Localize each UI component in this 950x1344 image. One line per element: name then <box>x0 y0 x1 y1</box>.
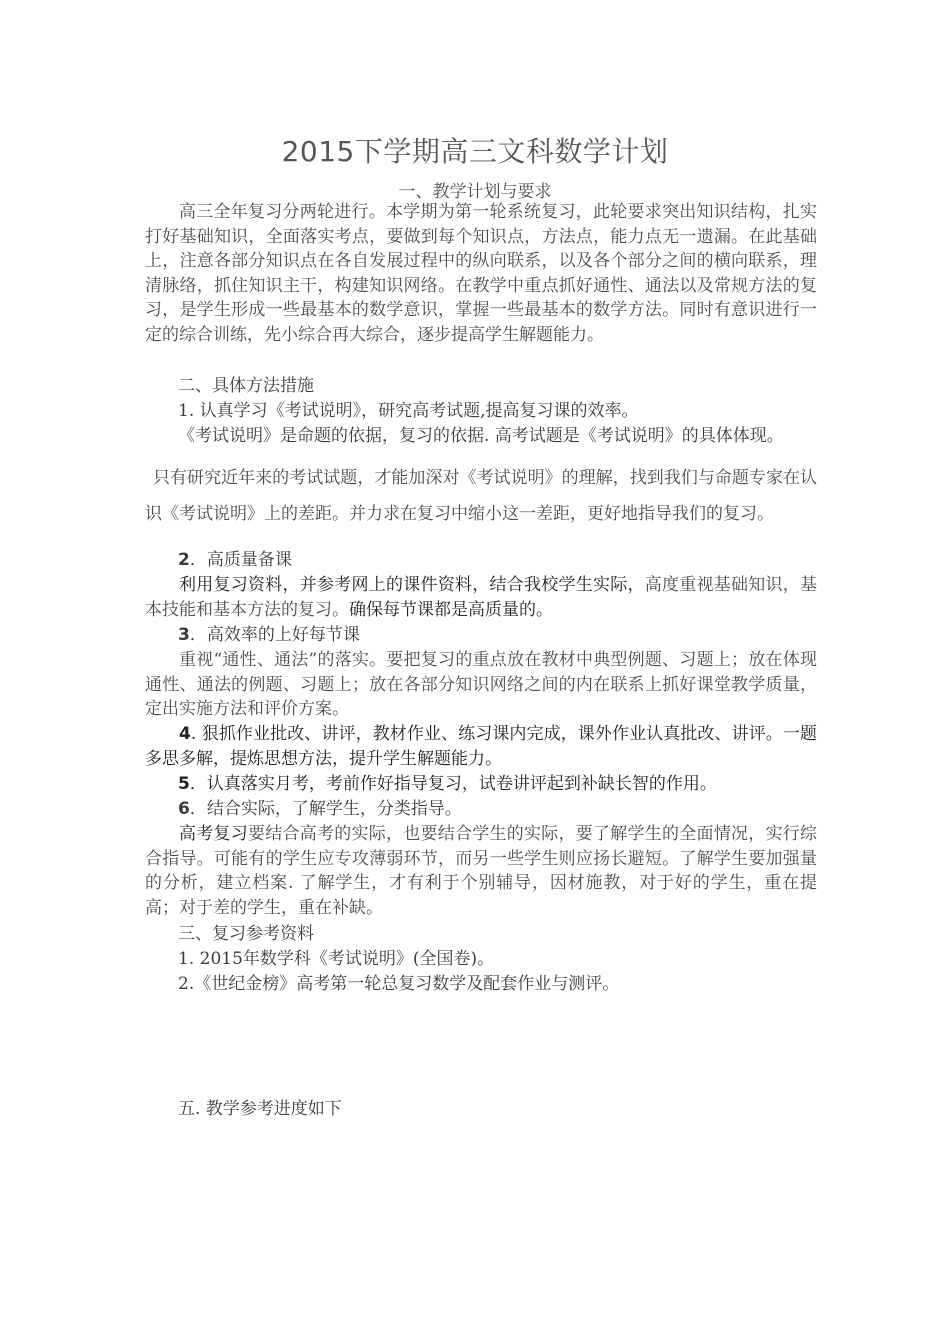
document-title: 2015下学期高三文科数学计划 <box>281 135 669 168</box>
item2-paragraph <box>145 573 817 622</box>
item4-text: . 狠抓作业批改、讲评，教材作业、练习课内完成，课外作业认真批改、讲评。一题多思多解，提炼思想方法，提升学生解题能力。 <box>145 724 817 769</box>
item2-number: 2 <box>178 550 190 570</box>
item6-text: ．结合实际，了解学生，分类指导。 <box>189 799 462 819</box>
reference-1: 1. 2015年数学科《考试说明》(全国卷)。 <box>178 949 495 969</box>
section1-paragraph: 高三全年复习分两轮进行。本学期为第一轮系统复习，此轮要求突出知识结构，扎实打好基础知识，全面落实考点，要做到每个知识点，方法点，能力点无一遗漏。在此基础上，注意各部分知识点在各自发展过程中的纵向联系，以及各个部分之间的横向联系，理清脉络，抓住知识主干，构建知识网络。在教学中重点抓好通性、通法以及常规方法的复习，是学生形成一些最基本的数学意识，掌握一些最基本的数学方法。同时有意识进行一定的综合训练，先小综合再大综合，逐步提高学生解题能力。 <box>145 202 817 345</box>
item6-paragraph <box>145 822 817 920</box>
item3-heading <box>178 623 360 647</box>
section3-heading: 三、复习参考资料 <box>178 924 314 944</box>
item1-paragraph: 只有研究近年来的考试试题，才能加深对《考试说明》的理解，找到我们与命题专家在认识《考试说明》上的差距。并力求在复习中缩小这一差距，更好地指导我们的复习。 <box>145 468 817 524</box>
item5-line <box>178 772 717 796</box>
item6-line <box>178 797 462 821</box>
item1-heading: 1. 认真学习《考试说明》，研究高考试题,提高复习课的效率。 <box>178 401 639 421</box>
item5-text: ．认真落实月考，考前作好指导复习，试卷讲评起到补缺长智的作用。 <box>189 774 717 794</box>
item6-lead: 高考复习 <box>179 824 248 844</box>
item6-number: 6 <box>178 799 190 819</box>
item2-title: ．高质量备课 <box>189 550 292 570</box>
item3-paragraph: 重视“通性、通法”的落实。要把复习的重点放在教材中典型例题、习题上；放在体现通性、通法的例题、习题上；放在各部分知识网络之间的内在联系上抓好课堂教学质量，定出实施方法和评价方案。 <box>145 650 817 720</box>
item2-text-c: 确保每节课都是高质量的。 <box>349 599 553 620</box>
reference-2: 2.《世纪金榜》高考第一轮总复习数学及配套作业与测评。 <box>178 974 620 994</box>
item2-text-a: 利用复习资料，并参考网上的课件资料，结合我校学生实际， <box>179 575 645 595</box>
item2-text-b: 高度重视基础知识，基本技能和基本方法的复习。 <box>145 575 817 620</box>
item2-heading <box>178 548 292 572</box>
section5-heading: 五. 教学参考进度如下 <box>178 1099 342 1119</box>
item5-number: 5 <box>178 774 190 794</box>
item6-rest: 要结合高考的实际，也要结合学生的实际，要了解学生的全面情况，实行综合指导。可能有的学生应专攻薄弱环节，而另一些学生则应扬长避短。了解学生要加强量的分析，建立档案. 了解学生，才有利于个别辅导，因材施教，对于好的学生，重在提高；对于差的学生，重在补缺。 <box>145 824 817 918</box>
item1-line1: 《考试说明》是命题的依据，复习的依据. 高考试题是《考试说明》的具体体现。 <box>178 426 784 446</box>
section1-heading: 一、教学计划与要求 <box>398 182 552 202</box>
section2-heading: 二、具体方法措施 <box>178 376 314 396</box>
item4-paragraph <box>145 722 817 771</box>
item3-title: ．高效率的上好每节课 <box>189 625 360 645</box>
item4-number: 4 <box>179 724 191 744</box>
item3-number: 3 <box>178 625 190 645</box>
